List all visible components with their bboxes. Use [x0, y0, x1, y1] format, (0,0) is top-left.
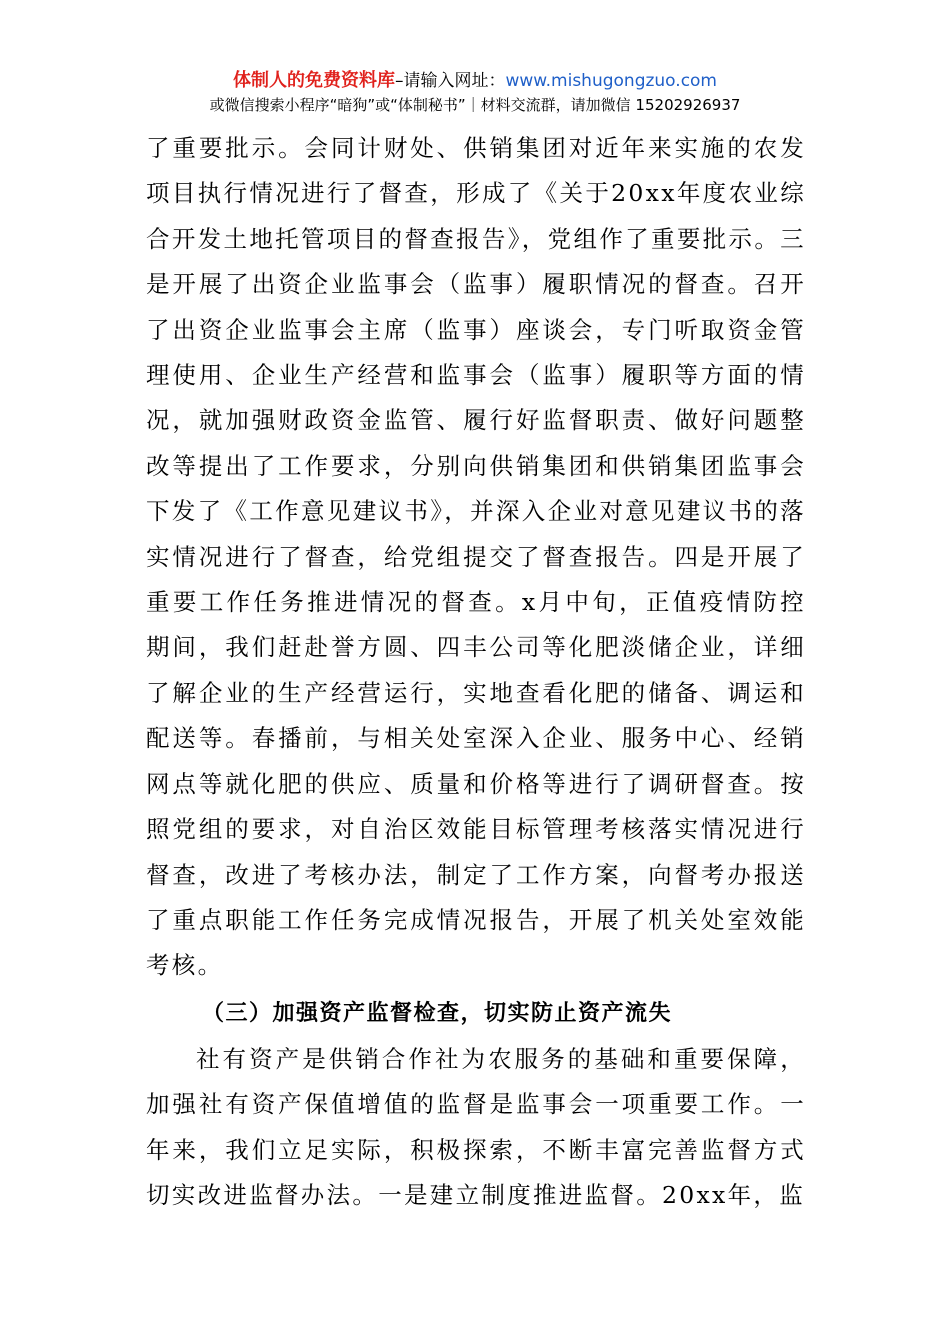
- site-name: 体制人的免费资料库: [232, 70, 395, 91]
- document-body: [146, 126, 806, 1218]
- body-paragraph-1: 了重要批示。会同计财处、供销集团对近年来实施的农发项目执行情况进行了督查，形成了《关于20xx年度农业综合开发土地托管项目的督查报告》，党组作了重要批示。三是开展了出资企业监事会（监事）履职情况的督查。召开了出资企业监事会主席（监事）座谈会，专门听取资金管理使用、企业生产经营和监事会（监事）履职等方面的情况，就加强财政资金监管、履行好监督职责、做好问题整改等提出了工作要求，分别向供销集团和供销集团监事会下发了《工作意见建议书》，并深入企业对意见建议书的落实情况进行了督查，给党组提交了督查报告。四是开展了重要工作任务推进情况的督查。x月中旬，正值疫情防控期间，我们赶赴誉方圆、四丰公司等化肥淡储企业，详细了解企业的生产经营运行，实地查看化肥的储备、调运和配送等。春播前，与相关处室深入企业、服务中心、经销网点等就化肥的供应、质量和价格等进行了调研督查。按照党组的要求，对自治区效能目标管理考核落实情况进行督查，改进了考核办法，制定了工作方案，向督考办报送了重点职能工作任务完成情况报告，开展了机关处室效能考核。: [146, 134, 806, 980]
- url-prompt: –请输入网址：: [394, 71, 506, 91]
- site-url-link[interactable]: www.mishugongzuo.com: [505, 71, 717, 91]
- header-line-1: [0, 70, 950, 92]
- section-heading: （三）加强资产监督检查，切实防止资产流失: [202, 999, 673, 1026]
- body-paragraph-2: 社有资产是供销合作社为农服务的基础和重要保障，加强社有资产保值增值的监督是监事会一项重要工作。一年来，我们立足实际，积极探索，不断丰富完善监督方式切实改进监督办法。一是建立制度推进监督。20xx年，监: [146, 1044, 806, 1209]
- header-line-2: 或微信搜索小程序“暗狗”或“体制秘书”｜材料交流群，请加微信 15202926937: [209, 96, 741, 114]
- page-header: [0, 70, 950, 115]
